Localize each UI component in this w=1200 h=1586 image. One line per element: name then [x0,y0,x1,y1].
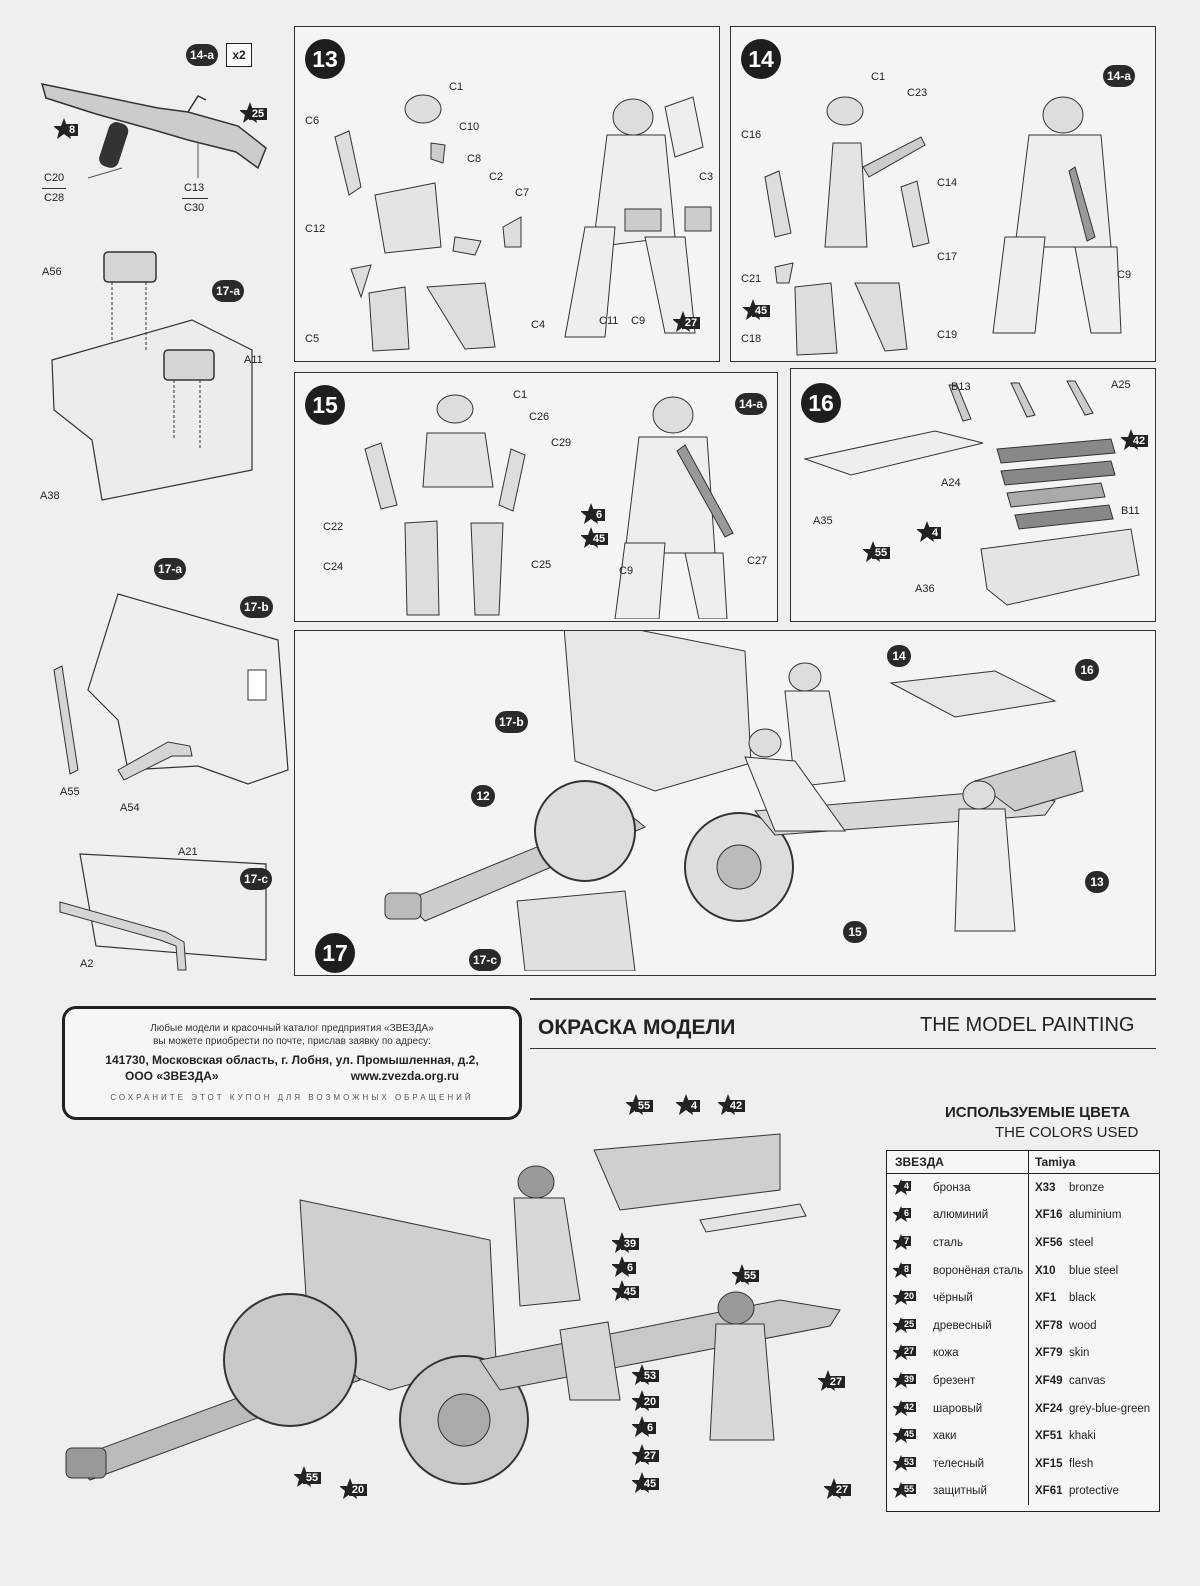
label-c1: C1 [513,389,528,401]
color-name-en: bronze [1069,1181,1105,1194]
step-14-number: 14 [741,39,781,79]
paint-star-6: 6 [581,505,611,525]
color-row [887,1478,1159,1506]
label-a55: A55 [60,786,80,798]
tamiya-code: XF79 [1035,1347,1063,1360]
tamiya-code: XF24 [1035,1402,1063,1415]
label-a36: A36 [915,583,935,595]
paint-star-icon: 45 [893,1428,923,1444]
step-14a-ref: 14-a [1103,65,1135,87]
coupon-line-2: вы можете приобрести по почте, прислав заявку по адресу: [153,1036,431,1047]
quantity-badge: x2 [226,43,252,67]
label-c1: C1 [449,81,464,93]
coupon-address: 141730, Московская область, г. Лобня, ул. Промышленная, д.2, [105,1053,479,1067]
step-16-number: 16 [801,383,841,423]
label-c25: C25 [531,559,552,571]
paint-star-27: 27 [818,1372,848,1392]
label-b11: B11 [1121,505,1140,517]
color-name-en: grey-blue-green [1069,1402,1151,1415]
paint-star-27: 27 [673,313,703,333]
paint-star-55: 55 [294,1468,324,1488]
paint-star-6: 6 [612,1258,642,1278]
paint-star-55: 55 [626,1096,656,1116]
step-17c-ref: 17-c [240,868,272,890]
label-a2: A2 [80,958,94,970]
tamiya-code: XF16 [1035,1209,1063,1222]
color-name-ru: брезент [933,1374,976,1387]
color-name-en: black [1069,1292,1096,1305]
label-a35: A35 [813,515,833,527]
coupon-website: www.zvezda.org.ru [350,1069,459,1083]
label-c27: C27 [747,555,768,567]
step-17a-ref: 17-a [212,280,244,302]
coupon-footer: СОХРАНИТЕ ЭТОТ КУПОН ДЛЯ ВОЗМОЖНЫХ ОБРАЩЕНИЙ [110,1093,474,1102]
label-a11: A11 [244,354,263,366]
step-13-figure-sketch [315,87,715,357]
label-c4: C4 [531,319,546,331]
color-name-en: flesh [1069,1457,1094,1470]
color-row [887,1174,1159,1202]
colors-title-ru: ИСПОЛЬЗУЕМЫЕ ЦВЕТА [945,1104,1130,1121]
paint-star-45: 45 [743,301,773,321]
label-c8: C8 [467,153,482,165]
label-a24: A24 [941,477,961,489]
color-row [887,1340,1159,1368]
color-name-ru: алюминий [933,1209,989,1222]
paint-star-icon: 27 [893,1345,923,1361]
paint-star-42: 42 [718,1096,748,1116]
colors-title-en: THE COLORS USED [995,1124,1139,1141]
paint-star-20: 20 [632,1392,662,1412]
color-name-en: steel [1069,1236,1094,1249]
step-14a-ref: 14-a [186,44,218,66]
label-c1: C1 [871,71,886,83]
paint-star-20: 20 [340,1480,370,1500]
label-a56: A56 [42,266,62,278]
paint-star-icon: 20 [893,1290,923,1306]
coupon-company: ООО «ЗВЕЗДА» [125,1069,219,1083]
step-15-ref: 15 [843,921,867,943]
colors-table [886,1150,1160,1512]
step-17b-ref: 17-b [495,711,528,733]
paint-star-icon: 42 [893,1401,923,1417]
label-c10: C10 [459,121,480,133]
step-13-number: 13 [305,39,345,79]
paint-star-icon: 55 [893,1483,923,1499]
header-zvezda: ЗВЕЗДА [887,1151,1029,1173]
color-name-ru: телесный [933,1457,985,1470]
painting-title-ru: ОКРАСКА МОДЕЛИ [538,1016,736,1039]
paint-star-25: 25 [240,104,270,124]
label-c30: C30 [184,202,205,214]
paint-star-55: 55 [863,543,893,563]
label-a54: A54 [120,802,140,814]
color-name-ru: воронёная сталь [933,1264,1024,1277]
paint-star-icon: 39 [893,1373,923,1389]
label-b13: B13 [951,381,971,393]
paint-star-4: 4 [917,523,947,543]
tamiya-code: XF51 [1035,1430,1063,1443]
color-row [887,1229,1159,1257]
label-a21: A21 [178,846,198,858]
color-name-en: protective [1069,1485,1119,1498]
paint-star-icon: 25 [893,1318,923,1334]
label-c24: C24 [323,561,344,573]
paint-star-4: 4 [676,1096,706,1116]
step-15-panel [294,372,778,622]
gun-shield-17a-sketch [42,240,282,510]
paint-star-42: 42 [1121,431,1151,451]
label-a25: A25 [1111,379,1131,391]
step-15-number: 15 [305,385,345,425]
label-c2: C2 [489,171,504,183]
step-16-ref: 16 [1075,659,1099,681]
label-c20: C20 [44,172,65,184]
step-17b-sheet-ref: 17-a [154,558,186,580]
order-coupon [62,1006,522,1120]
tamiya-code: XF61 [1035,1485,1063,1498]
color-name-ru: древесный [933,1319,992,1332]
color-row [887,1367,1159,1395]
step-13-panel [294,26,720,362]
paint-star-55: 55 [732,1266,762,1286]
paint-star-6: 6 [632,1418,662,1438]
label-c19: C19 [937,329,958,341]
color-name-en: aluminium [1069,1209,1122,1222]
paint-star-icon: 4 [893,1180,923,1196]
step-16-panel [790,368,1156,622]
step-16-ammo-box-sketch [801,379,1151,619]
coupon-line-1: Любые модели и красочный каталог предприятия «ЗВЕЗДА» [150,1023,434,1034]
color-name-en: skin [1069,1347,1090,1360]
step-17c-ref: 17-c [469,949,501,971]
label-c28: C28 [44,192,65,204]
label-c9: C9 [1117,269,1132,281]
label-c5: C5 [305,333,320,345]
color-name-ru: защитный [933,1485,987,1498]
paint-star-45: 45 [632,1474,662,1494]
color-row [887,1312,1159,1340]
color-name-ru: сталь [933,1236,963,1249]
paint-star-27: 27 [824,1480,854,1500]
tamiya-code: X10 [1035,1264,1056,1277]
color-name-en: wood [1069,1319,1097,1332]
tamiya-code: X33 [1035,1181,1056,1194]
step-14a-ref: 14-a [735,393,767,415]
tamiya-code: XF56 [1035,1236,1063,1249]
painted-model-sketch [60,1130,880,1510]
label-c18: C18 [741,333,762,345]
label-c6: C6 [305,115,320,127]
tamiya-code: XF15 [1035,1457,1063,1470]
tamiya-code: XF1 [1035,1292,1057,1305]
step-14-panel [730,26,1156,362]
label-c14: C14 [937,177,958,189]
label-c23: C23 [907,87,928,99]
label-c12: C12 [305,223,326,235]
step-13-ref: 13 [1085,871,1109,893]
paint-star-45: 45 [581,529,611,549]
paint-star-8: 8 [54,120,84,140]
label-a38: A38 [40,490,60,502]
step-17b-ref: 17-b [240,596,273,618]
tamiya-code: XF78 [1035,1319,1063,1332]
step-14-figure-sketch [745,87,1155,357]
step-17-panel [294,630,1156,976]
painting-title-en: THE MODEL PAINTING [920,1014,1135,1036]
label-c9: C9 [631,315,646,327]
label-c3: C3 [699,171,714,183]
paint-star-icon: 8 [893,1263,923,1279]
color-name-ru: бронза [933,1181,971,1194]
tamiya-code: XF49 [1035,1374,1063,1387]
color-row [887,1450,1159,1478]
color-name-en: blue steel [1069,1264,1119,1277]
color-name-ru: кожа [933,1347,959,1360]
header-tamiya: Tamiya [1035,1155,1076,1169]
label-c9: C9 [619,565,634,577]
step-15-figure-sketch [355,393,775,619]
label-c21: C21 [741,273,762,285]
label-c11: C11 [599,315,619,327]
color-name-en: canvas [1069,1374,1106,1387]
step-12-ref: 12 [471,785,495,807]
paint-star-45: 45 [612,1282,642,1302]
color-row [887,1395,1159,1423]
label-c16: C16 [741,129,762,141]
label-c29: C29 [551,437,572,449]
color-name-ru: хаки [933,1430,957,1443]
paint-star-icon: 7 [893,1235,923,1251]
paint-star-27: 27 [632,1446,662,1466]
paint-star-icon: 6 [893,1207,923,1223]
color-row [887,1202,1159,1230]
label-c17: C17 [937,251,958,263]
label-c22: C22 [323,521,344,533]
color-name-ru: чёрный [933,1292,973,1305]
step-17-number: 17 [315,933,355,973]
color-row [887,1257,1159,1285]
step-14-ref: 14 [887,645,911,667]
label-c7: C7 [515,187,530,199]
color-name-en: khaki [1069,1430,1096,1443]
paint-star-53: 53 [632,1366,662,1386]
paint-star-39: 39 [612,1234,642,1254]
color-name-ru: шаровый [933,1402,983,1415]
label-c13: C13 [184,182,205,194]
label-c26: C26 [529,411,550,423]
paint-star-icon: 53 [893,1456,923,1472]
color-row [887,1422,1159,1450]
color-row [887,1284,1159,1312]
